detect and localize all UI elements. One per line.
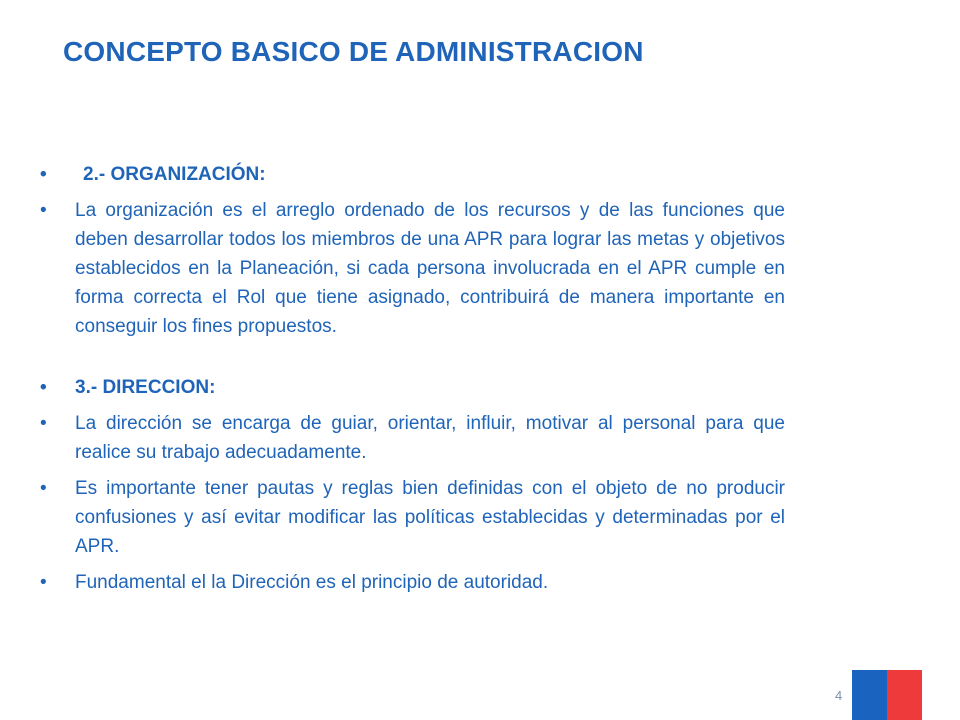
direccion-text-3: • Fundamental el la Dirección es el principio de autoridad. xyxy=(40,568,785,597)
direccion-heading: • 3.- DIRECCION: xyxy=(40,373,785,402)
flag-stripe-red xyxy=(887,670,922,720)
organizacion-heading: • 2.- ORGANIZACIÓN: xyxy=(40,160,785,189)
direccion-text-1: • La dirección se encarga de guiar, orientar, influir, motivar al personal para que realice su trabajo adecuadamente. xyxy=(40,409,785,467)
flag-logo xyxy=(852,670,922,720)
slide-content xyxy=(40,160,785,597)
flag-stripe-blue xyxy=(852,670,887,720)
slide-title: CONCEPTO BASICO DE ADMINISTRACION xyxy=(63,36,644,67)
organizacion-text: • La organización es el arreglo ordenado de los recursos y de las funciones que deben desarrollar todos los miembros de una APR para lograr las metas y objetivos establecidos en la Planeación, si cada persona involucrada en el APR cumple en forma correcta el Rol que tiene asignado, contribuirá de manera importante en conseguir los fines propuestos. xyxy=(40,196,785,341)
page-number: 4 xyxy=(835,688,843,703)
direccion-text-2: • Es importante tener pautas y reglas bien definidas con el objeto de no producir confusiones y así evitar modificar las políticas establecidas y determinadas por el APR. xyxy=(40,474,785,561)
